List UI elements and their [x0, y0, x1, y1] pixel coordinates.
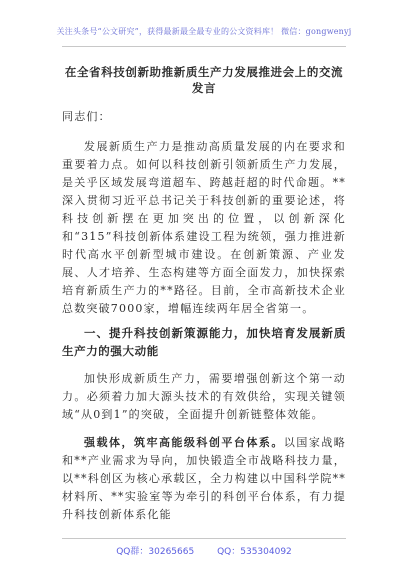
header-notice-text: 关注头条号“公文研究”，获得最新最全最专业的公文资料库！ 微信：gongwenyj	[56, 27, 352, 36]
paragraph-3	[62, 434, 346, 524]
paragraph-3-text: 以国家战略和**产业需求为导向，加快锻造全市战略科技力量，以**科创区为核心承载区，全力构建以中国科学院**材料所、**实验室等为牵引的科创平台体系，有力提升科技创新体系化能	[62, 436, 347, 521]
paragraph-2: 加快形成新质生产力，需要增强创新这个第一动力。必须着力加大源头技术的有效供给，实现关键领域“从0到1”的突破，全面提升创新链整体效能。	[62, 372, 346, 421]
document-body	[62, 64, 346, 524]
header-divider	[62, 46, 346, 47]
footer-contact	[0, 544, 408, 557]
section-heading-1: 一、提升科技创新策源能力，加快培育发展新质生产力的强大动能	[62, 326, 346, 358]
footer-divider	[62, 538, 346, 539]
footer-qq-group: QQ群：30265665	[116, 547, 195, 557]
paragraph-1: 发展新质生产力是推动高质量发展的内在要求和重要着力点。如何以科技创新引领新质生产力发展，是关乎区域发展弯道超车、跨越赶超的时代命题。**深入贯彻习近平总书记关于科技创新的重要论述，将科技创新摆在更加突出的位置，以创新深化和“315”科技创新体系建设工程为统领，强力推进新时代高水平创新型城市建设。在创新策源、产业发展、人才培养、生态构建等方面全面发力，加快探索培育新质生产力的**路径。目前，全市高新技术企业总数突破7000家，增幅连续两年居全省第一。	[62, 140, 346, 315]
footer-qq: QQ：535304092	[217, 547, 292, 557]
salutation: 同志们：	[62, 110, 111, 123]
document-title: 在全省科技创新助推新质生产力发展推进会上的交流发言	[64, 65, 344, 95]
header-notice	[0, 0, 408, 48]
paragraph-3-lead: 强载体，筑牢高能级科创平台体系。	[84, 436, 284, 449]
